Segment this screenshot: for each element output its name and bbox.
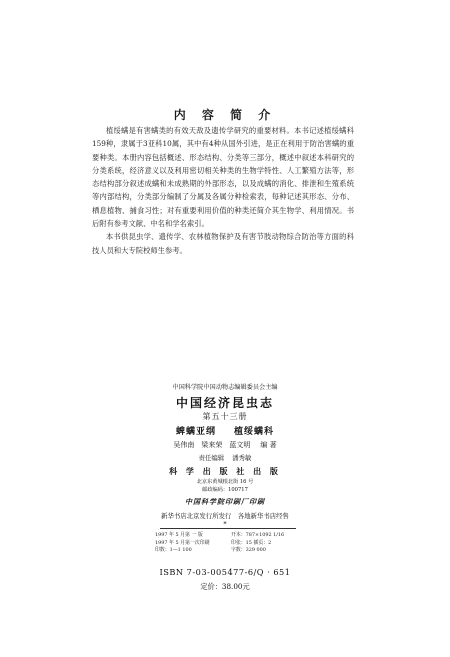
spec-left: 印数：1—1 100: [155, 547, 192, 553]
responsible-editor: [0, 453, 450, 462]
publisher-address: 北京东黄城根北街 16 号: [196, 479, 254, 485]
summary-paragraph-1: 植绥螨是有害螨类的有效天敌及遗传学研究的重要材料。本书记述植绥螨科159种，隶属于3亚科10属，其中有4种从国外引进，是正在利用于防治害螨的重要种类。本册内容包括概述、形态结构、分类等三部分，概述中叙述本科研究的分类系统，经济意义以及利用密切相关种类的生物学特性、人工繁殖方法等，形态结构部分叙述成螨和未成熟期的外部形态，以及成螨的消化、排泄和生殖系统等内部结构，分类部分编制了分属及各属分种检索表，每种记述其形态、分布、栖息植物、捕食习性；对有重要利用价值的种类还简介其生物学、利用情况。书后附有参考文献、中名和学名索引。: [92, 126, 354, 229]
subtitle-class: 蜱螨亚纲: [175, 427, 216, 437]
printer-line: 中国科学院印刷厂印刷: [185, 498, 265, 506]
spec-row: [155, 540, 305, 548]
separator-star: *: [223, 520, 227, 528]
subtitle-family: 植绥螨科: [234, 427, 275, 437]
spec-right: 字数：329 000: [231, 547, 266, 553]
print-specs: [155, 532, 305, 555]
volume-number: 第五十三册: [202, 412, 248, 421]
spec-right: 印张：15 插页：2: [231, 539, 272, 546]
spec-row: [155, 547, 305, 555]
spec-row: [155, 532, 305, 540]
distributor-line: 新华书店北京发行所发行 各地新华书店经售: [161, 512, 289, 520]
spec-left: 1997 年 5 月第一次印刷: [155, 539, 210, 546]
author-role: 编 著: [260, 441, 277, 449]
editor-name: 潘秀敏: [232, 454, 252, 462]
isbn-number: ISBN 7-03-005477-6/Q · 651: [159, 567, 291, 577]
book-subtitle: [0, 424, 450, 437]
series-editor-line: 中国科学院中国动物志编辑委员会主编: [172, 384, 278, 391]
summary-paragraph-2: 本书供昆虫学、遗传学、农林植物保护及有害节肢动物综合防治等方面的科技人员和大专院校师生参考。: [92, 232, 354, 255]
divider-line: [160, 528, 296, 529]
authors-line: [0, 440, 450, 450]
book-title: 中国经济昆虫志: [175, 396, 274, 410]
section-heading: 内 容 简 介: [173, 108, 277, 122]
publisher-line: 科 学 出 版 社 出 版: [169, 467, 281, 476]
author-names: 吴伟南 梁来荣 蓝文明: [173, 441, 251, 449]
spec-left: 1997 年 5 月第 一 版: [155, 532, 203, 538]
spec-right: 开本：787×1092 1/16: [231, 532, 285, 538]
book-price: 定价：38.00元: [200, 582, 250, 591]
editor-label: 责任编辑: [198, 454, 225, 462]
publisher-postcode: 邮政编码：100717: [202, 487, 248, 493]
summary-text: [92, 124, 354, 257]
